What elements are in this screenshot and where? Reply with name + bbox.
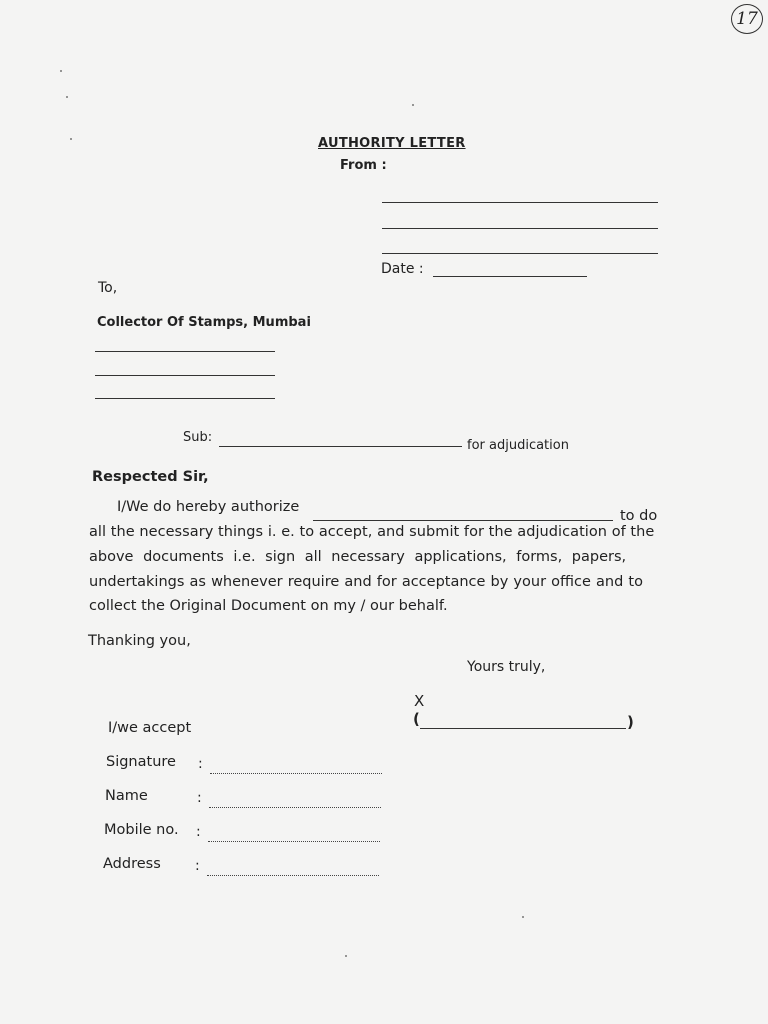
accept-heading: I/we accept	[108, 720, 192, 736]
body-line-1-start: I/We do hereby authorize	[117, 499, 300, 515]
address-line-3	[95, 398, 275, 399]
sub-label: Sub:	[183, 430, 213, 445]
body-line-2: all the necessary things i. e. to accept, and submit for the adjudication of the	[89, 524, 655, 540]
scan-speck	[66, 96, 68, 98]
signature-field-dots	[210, 773, 382, 774]
name-field-sep: :	[197, 790, 202, 806]
date-line	[433, 276, 587, 277]
from-line-1	[382, 202, 658, 203]
paren-open: (	[413, 710, 420, 728]
thanks: Thanking you,	[88, 633, 191, 649]
addressee: Collector Of Stamps, Mumbai	[97, 315, 311, 330]
body-line-3: above documents i.e. sign all necessary applications, forms, papers,	[89, 549, 627, 565]
name-field-label: Name	[105, 788, 148, 804]
from-line-2	[382, 228, 658, 229]
date-label: Date :	[381, 261, 424, 277]
address-field-label: Address	[103, 856, 161, 872]
signature-field-label: Signature	[106, 754, 176, 770]
to-label: To,	[98, 280, 118, 296]
signature-line	[420, 728, 626, 729]
mobile-field-dots	[208, 841, 380, 842]
page-number: 17	[731, 4, 763, 34]
scan-speck	[345, 955, 347, 957]
paren-close: )	[627, 713, 634, 731]
body-line-1-end: to do	[620, 508, 658, 524]
scan-speck	[70, 138, 72, 140]
address-field-dots	[207, 875, 379, 876]
sub-line	[219, 446, 462, 447]
salutation: Respected Sir,	[92, 469, 209, 485]
address-line-1	[95, 351, 275, 352]
address-field-sep: :	[195, 858, 200, 874]
from-label: From :	[340, 158, 387, 173]
address-line-2	[95, 375, 275, 376]
scan-speck	[60, 70, 62, 72]
signature-mark: X	[414, 692, 425, 710]
body-line-4: undertakings as whenever require and for acceptance by your office and to	[89, 574, 643, 590]
scan-speck	[412, 104, 414, 106]
mobile-field-sep: :	[196, 824, 201, 840]
from-line-3	[382, 253, 658, 254]
signature-field-sep: :	[198, 756, 203, 772]
sub-suffix: for adjudication	[467, 438, 569, 453]
name-field-dots	[209, 807, 381, 808]
letter-title: AUTHORITY LETTER	[318, 136, 466, 151]
authorize-line	[313, 520, 613, 521]
closing: Yours truly,	[467, 659, 546, 675]
body-line-5: collect the Original Document on my / our behalf.	[89, 598, 448, 614]
mobile-field-label: Mobile no.	[104, 822, 179, 838]
scan-speck	[522, 916, 524, 918]
